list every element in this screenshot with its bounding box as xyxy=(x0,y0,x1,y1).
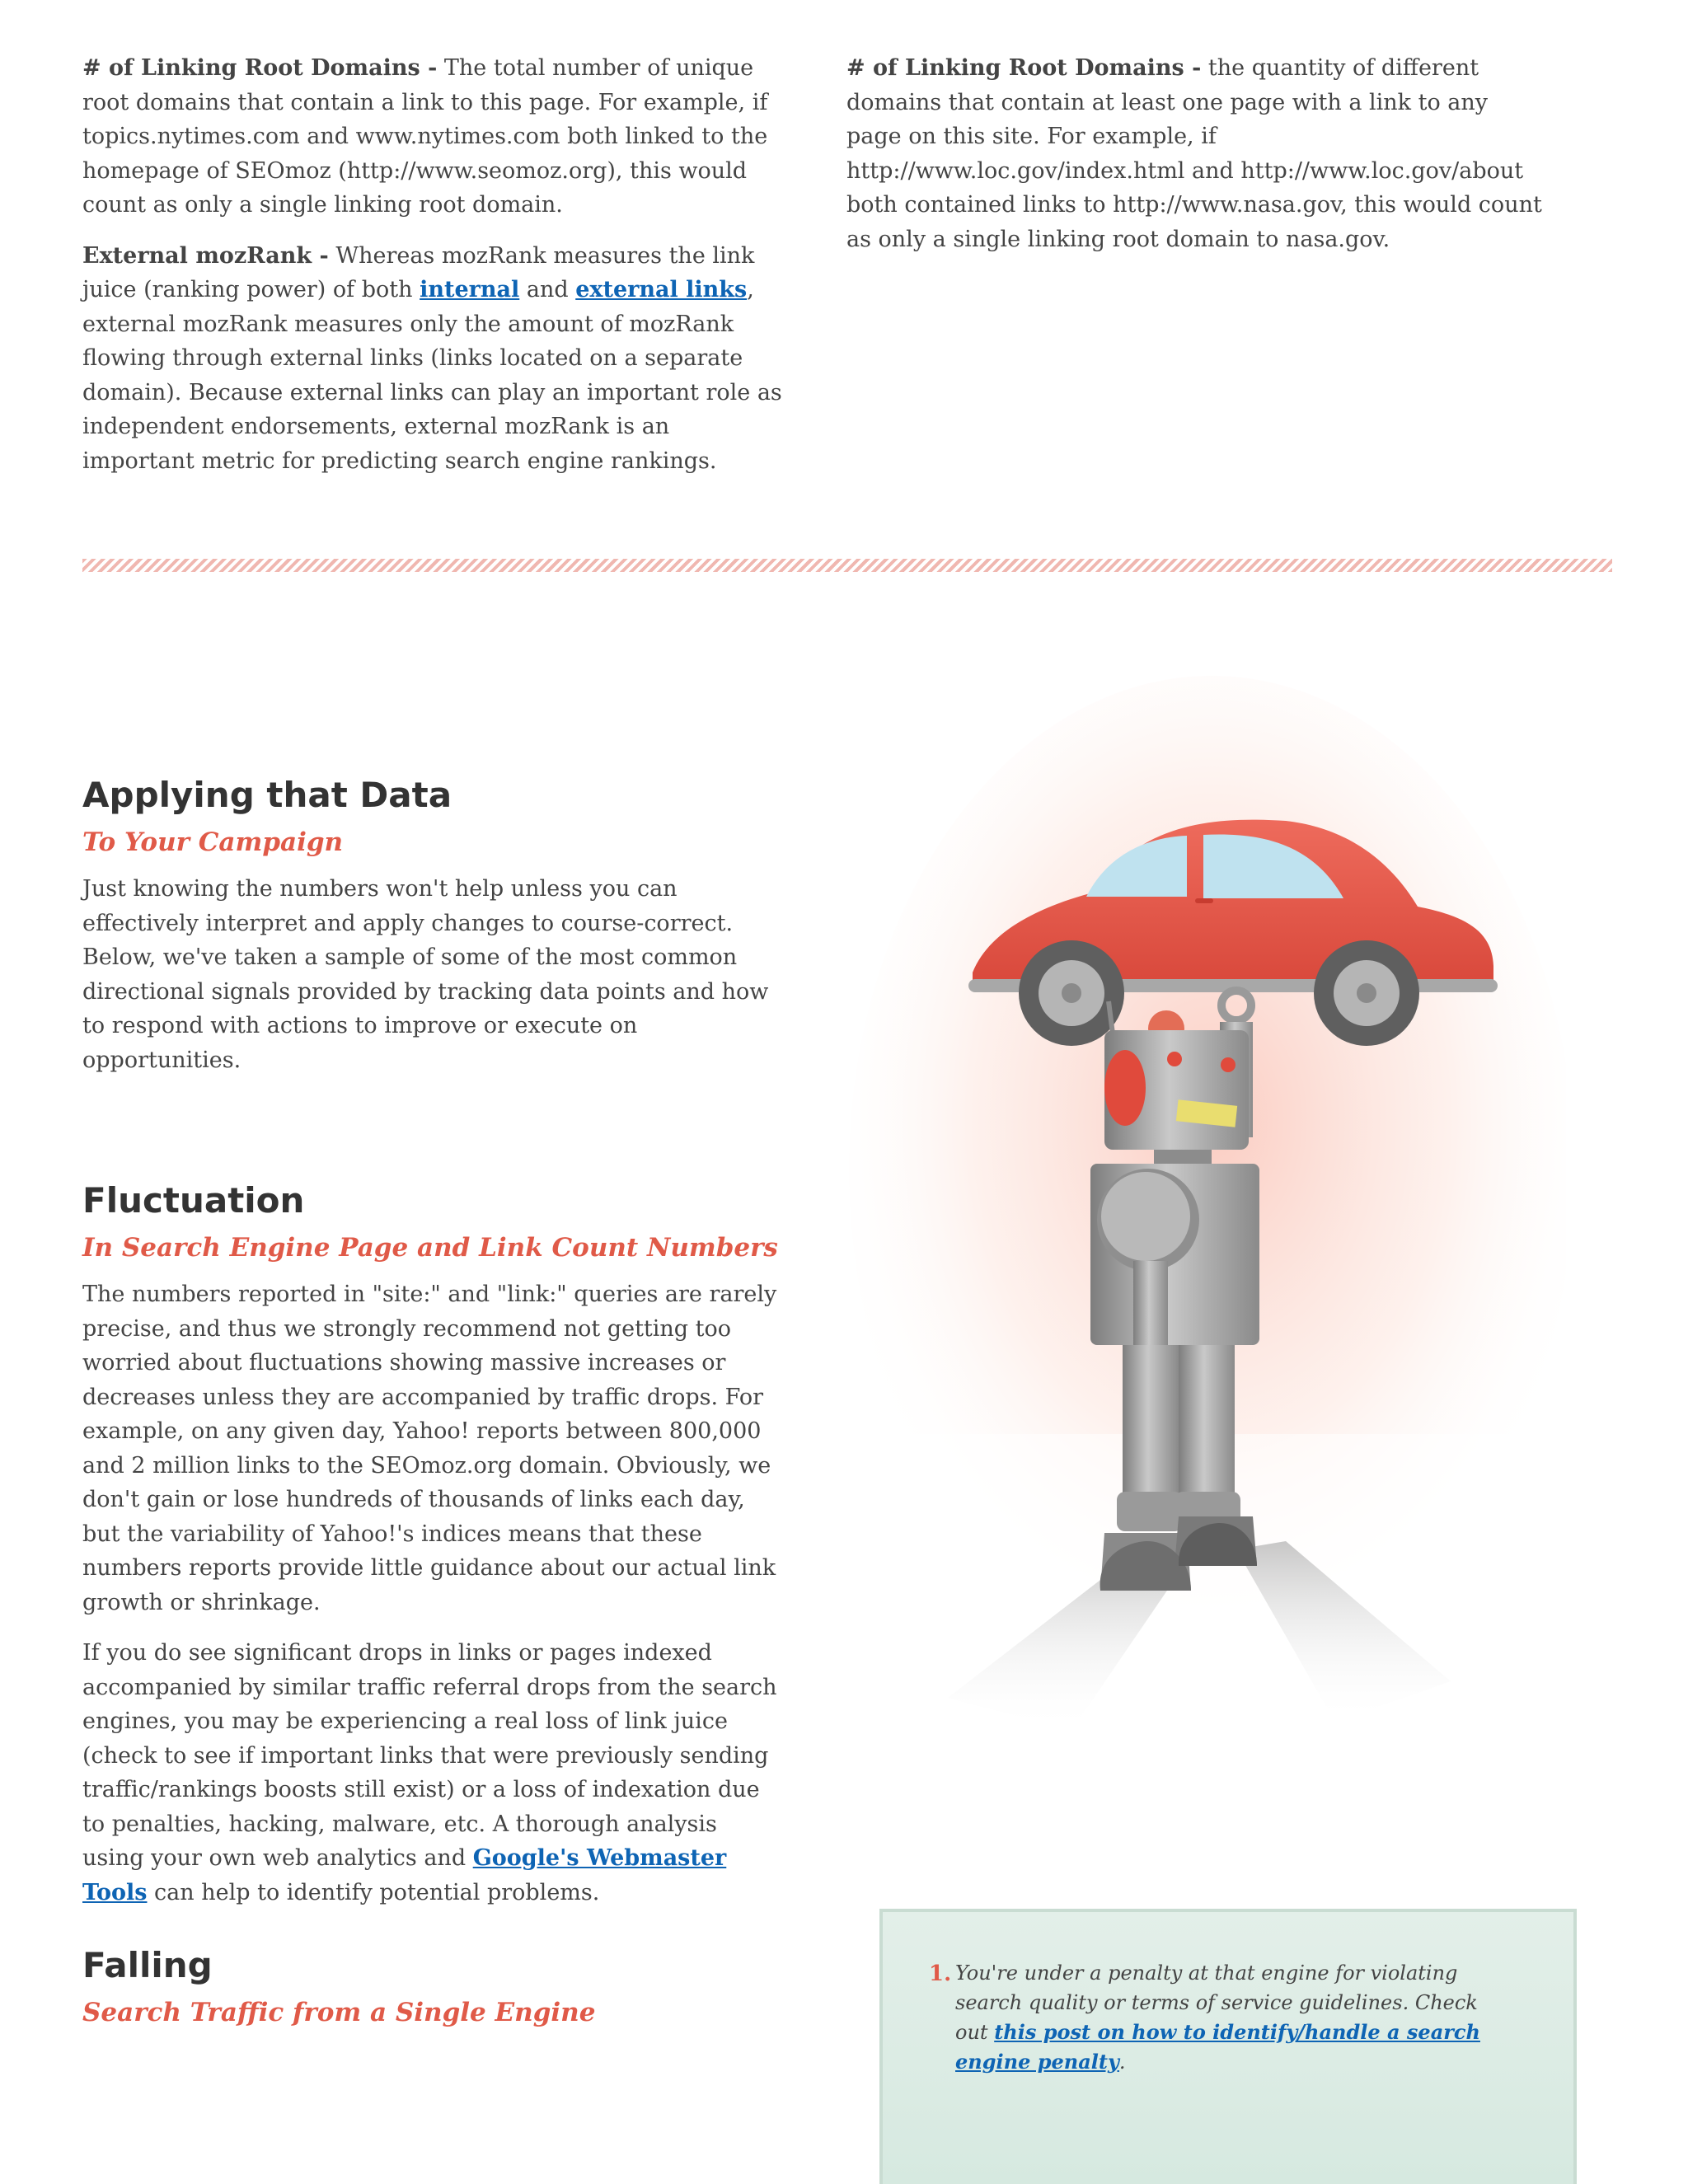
robot-legs xyxy=(1100,1345,1257,1591)
section-title-fluctuation: Fluctuation xyxy=(82,1180,305,1221)
definition-term: # of Linking Root Domains - xyxy=(82,55,438,81)
definition-term: External mozRank - xyxy=(82,242,329,269)
applying-text-block xyxy=(82,872,783,1094)
section-title-applying: Applying that Data xyxy=(82,775,452,815)
paragraph-text: If you do see significant drops in links or pages indexed accompanied by similar traffic referral drops from the search engines, you may be experiencing a real loss of link juice (check to see if important links that were previously sending traffic/rankings boosts still exist) or a loss of indexation due to penalties, hacking, malware, etc. A thorough analysis using your own web analytics and xyxy=(82,1640,777,1871)
definition-text: the quantity of different domains that contain at least one page with a link to any page on this site. For example, if http://www.loc.gov/index.html and http://www.loc.gov/about both contained links to http://www.nasa.gov, this would count as only a single linking root domain to nasa.gov. xyxy=(846,55,1542,252)
linking-root-domains-page-definition xyxy=(82,51,783,223)
fluctuation-paragraph-2 xyxy=(82,1636,783,1910)
fluctuation-paragraph-1: The numbers reported in "site:" and "link:" queries are rarely precise, and thus we strongly recommend not getting too worried about fluctuations showing massive increases or decreases unless they are accompanied by traffic drops. For example, on any given day, Yahoo! reports between 800,000 and 2 million links to the SEOmoz.org domain. Obviously, we don't gain or lose hundreds of thousands of links each day, but the variability of Yahoo!'s indices means that these numbers reports provide little guidance about our actual link growth or shrinkage. xyxy=(82,1282,777,1615)
section-subtitle-applying: To Your Campaign xyxy=(82,827,344,857)
list-item-text: You're under a penalty at that engine for violating search quality or terms of service guidelines. Check out xyxy=(955,1961,1478,2044)
section-title-falling: Falling xyxy=(82,1945,213,1985)
top-right-column xyxy=(846,51,1547,273)
top-left-column xyxy=(82,51,783,494)
applying-paragraph: Just knowing the numbers won't help unless you can effectively interpret and apply changes to course-correct. Below, we've taken a sample of some of the most common directional signals provided by tracking data points and how to respond with actions to improve or execute on opportunities. xyxy=(82,876,769,1073)
robot-head xyxy=(1104,1030,1249,1150)
definition-text: The total number of unique root domains that contain a link to this page. For example, if topics.nytimes.com and www.nytimes.com both linked to the homepage of SEOmoz (http://www.seomoz.org), this would count as only a single linking root domain. xyxy=(82,55,768,218)
definition-term: # of Linking Root Domains - xyxy=(846,55,1202,81)
paragraph-text: can help to identify potential problems. xyxy=(147,1879,600,1905)
definition-text: , external mozRank measures only the amount of mozRank flowing through external links (links located on a separate domain). Because external links can play an important role as independent endorsements, external mozRank is an important metric for predicting search engine rankings. xyxy=(82,277,782,474)
robot-lifting-car-illustration xyxy=(824,659,1566,1813)
definition-text: and xyxy=(519,277,576,302)
fluctuation-text-block xyxy=(82,1277,783,1926)
webmaster-tools-link[interactable]: Google's Webmaster Tools xyxy=(82,1845,727,1905)
external-links-link[interactable]: external links xyxy=(575,277,748,302)
penalty-post-link[interactable]: this post on how to identify/handle a search engine penalty xyxy=(955,2020,1480,2074)
list-item-text: . xyxy=(1118,2050,1126,2074)
penalty-note-box xyxy=(879,1909,1577,2184)
definition-text: Whereas mozRank measures the link juice (ranking power) of both xyxy=(82,242,755,302)
striped-divider xyxy=(82,559,1612,572)
section-subtitle-fluctuation: In Search Engine Page and Link Count Numbers xyxy=(82,1233,778,1263)
external-mozrank-definition xyxy=(82,239,783,479)
linking-root-domains-site-definition xyxy=(846,51,1547,256)
section-subtitle-falling: Search Traffic from a Single Engine xyxy=(82,1998,596,2027)
list-number: 1. xyxy=(929,1961,952,1986)
list-item xyxy=(955,1958,1483,2077)
internal-link[interactable]: internal xyxy=(420,277,520,302)
